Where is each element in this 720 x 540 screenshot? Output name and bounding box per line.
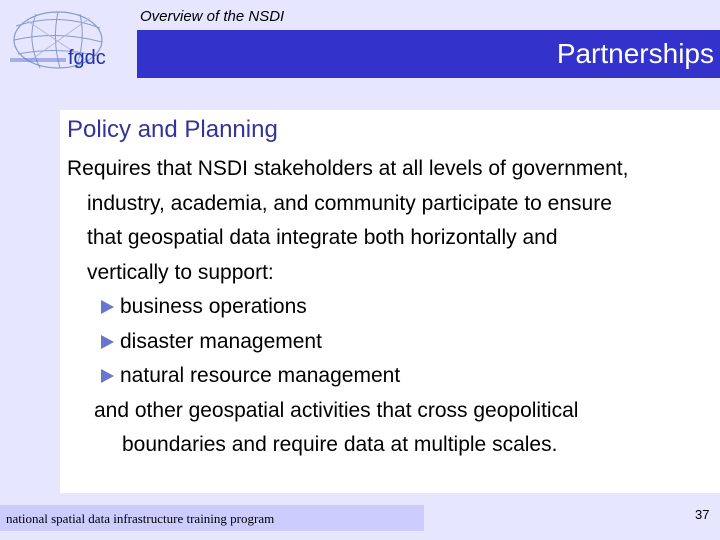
bullet-list [67, 290, 717, 394]
overview-label: Overview of the NSDI [140, 8, 285, 25]
body-paragraph [67, 152, 717, 463]
paragraph-line: industry, academia, and community participate to ensure [87, 191, 612, 215]
trailer-line: and other geospatial activities that cross geopolitical [94, 398, 579, 422]
page-number: 37 [695, 507, 710, 522]
bullet-arrow-icon [101, 300, 114, 314]
bullet-arrow-icon [101, 335, 114, 349]
section-heading: Policy and Planning [67, 116, 278, 143]
bullet-text: natural resource management [120, 364, 401, 387]
slide-title: Partnerships [556, 38, 714, 69]
footer-program-label: national spatial data infrastructure training program [6, 511, 275, 526]
list-item [67, 290, 717, 325]
paragraph-line: Requires that NSDI stakeholders at all levels of government, [67, 157, 629, 180]
list-item [67, 325, 717, 360]
content-panel [60, 110, 720, 493]
list-item [67, 359, 717, 394]
paragraph-line: that geospatial data integrate both horizontally and [87, 226, 558, 249]
trailer-line: boundaries and require data at multiple scales. [122, 433, 558, 456]
globe-grid-icon [6, 6, 124, 76]
paragraph-line: vertically to support: [87, 260, 274, 284]
left-margin-strip [0, 110, 60, 493]
bullet-text: business operations [120, 295, 307, 318]
footer-bar [0, 505, 424, 531]
bullet-text: disaster management [120, 329, 322, 353]
bullet-arrow-icon [101, 369, 114, 383]
title-bar [137, 30, 720, 78]
fgdc-logo [6, 6, 124, 76]
svg-text:fgdc: fgdc [68, 47, 106, 69]
